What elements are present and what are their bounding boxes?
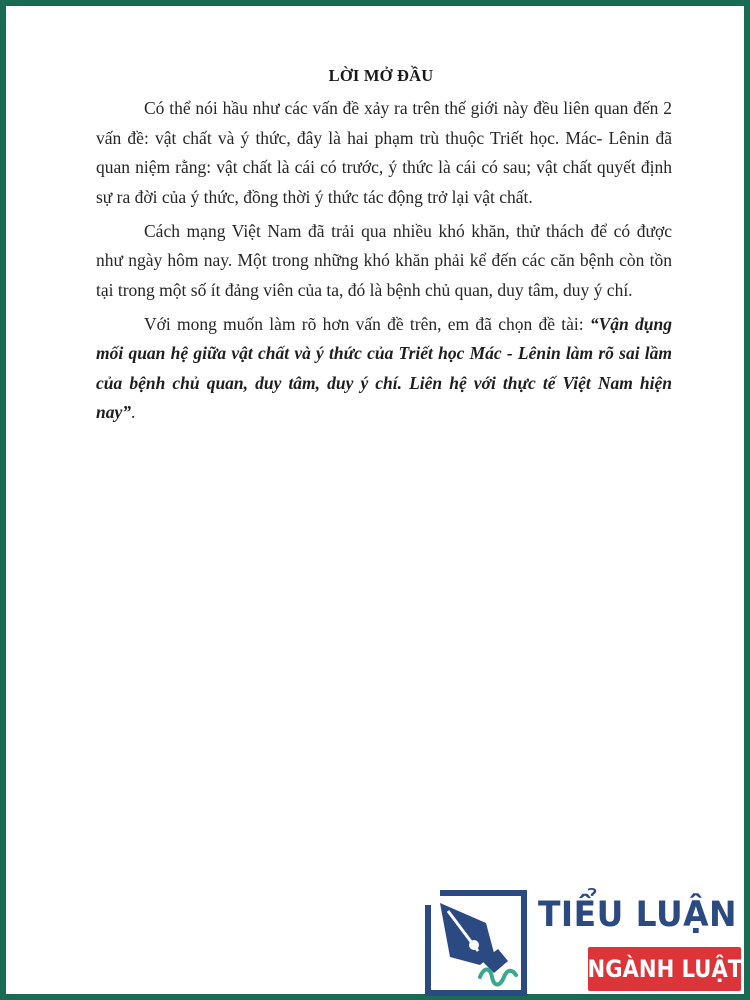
topic-title: “Vận dụng mối quan hệ giữa vật chất và ý thức của Triết học Mác - Lênin làm rõ sai lầm của bệnh chủ quan, duy tâm, duy ý chí. Liên hệ với thực tế Việt Nam hiện nay” — [96, 313, 673, 422]
document-body — [96, 94, 672, 432]
paragraph-3-intro: Với mong muốn làm rõ hơn vấn đề trên, em đã chọn đề tài: — [144, 313, 590, 334]
logo-line-2-badge — [588, 947, 741, 991]
fountain-pen-nib-icon — [424, 889, 528, 997]
document-title: LỜI MỞ ĐẦU — [328, 66, 434, 85]
paragraph-3 — [96, 310, 672, 428]
paragraph-2: Cách mạng Việt Nam đã trải qua nhiều khó khăn, thử thách để có được như ngày hôm nay. Một trong những khó khăn phải kể đến các căn bệnh còn tồn tại trong một số ít đảng viên của ta, đó là bệnh chủ quan, duy tâm, duy ý chí. — [96, 220, 672, 300]
tieu-luan-nganh-luat-logo — [424, 889, 750, 997]
paragraph-1: Có thể nói hầu như các vấn đề xảy ra trên thế giới này đều liên quan đến 2 vấn đề: vật chất và ý thức, đây là hai phạm trù thuộc Triết học. Mác- Lênin đã quan niệm rằng: vật chất là cái có trước, ý thức là cái có sau; vật chất quyết định sự ra đời của ý thức, đồng thời ý thức tác động trở lại vật chất. — [96, 98, 672, 207]
logo-line-1: TIỂU LUẬN — [538, 895, 738, 935]
paragraph-3-end: . — [131, 402, 136, 422]
logo-line-2: NGÀNH LUẬT — [587, 955, 742, 983]
